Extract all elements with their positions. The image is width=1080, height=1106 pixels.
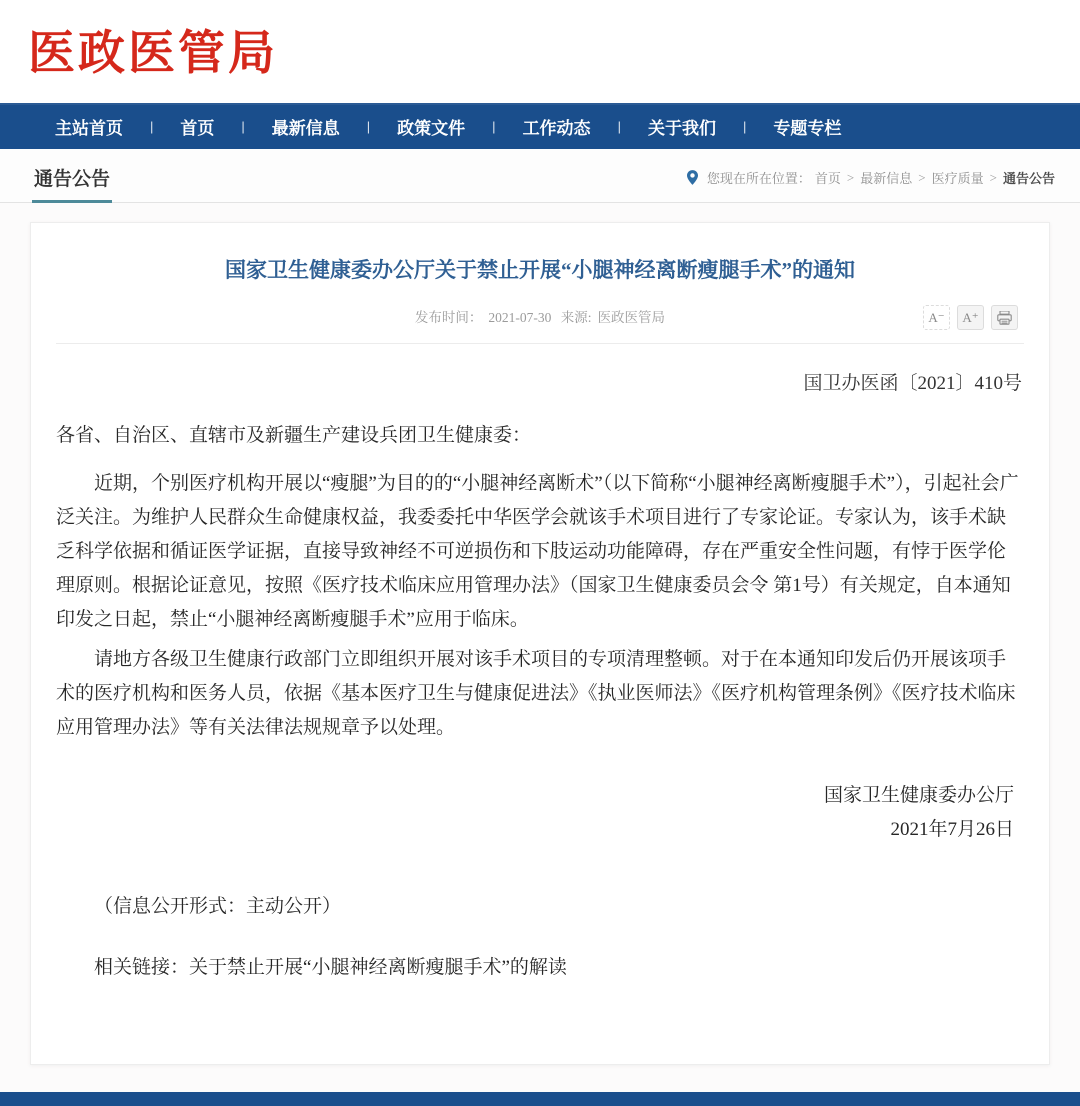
breadcrumb-latest-news[interactable]: 最新信息 <box>860 171 913 186</box>
body-paragraph: 请地方各级卫生健康行政部门立即组织开展对该手术项目的专项清理整顿。对于在本通知印发后仍开展该项手术的医疗机构和医务人员，依据《基本医疗卫生与健康促进法》《执业医师法》《医疗机构管理条例》《医疗技术临床应用管理办法》等有关法律法规规章予以处理。 <box>56 649 1016 738</box>
salutation: 各省、自治区、直辖市及新疆生产建设兵团卫生健康委： <box>56 425 532 446</box>
breadcrumb-separator: > <box>989 169 997 185</box>
nav-item-policy-documents[interactable]: 政策文件 <box>397 118 466 138</box>
section-strip <box>0 149 1080 203</box>
breadcrumb-separator: > <box>846 169 855 185</box>
related-link-interpretation[interactable]: 关于禁止开展“小腿神经离断瘦腿手术”的解读 <box>189 957 567 978</box>
signature-org: 国家卫生健康委办公厅 <box>823 785 1014 806</box>
nav-item-special-topics[interactable]: 专题专栏 <box>773 118 842 138</box>
nav-separator: | <box>150 118 154 134</box>
disclosure-note: （信息公开形式：主动公开） <box>94 896 342 917</box>
publish-date: 2021-07-30 <box>488 310 552 325</box>
breadcrumb-medical-quality[interactable]: 医疗质量 <box>931 171 984 186</box>
breadcrumb <box>687 168 1055 187</box>
body-paragraph: 近期，个别医疗机构开展以“瘦腿”为目的的“小腿神经离断术”（以下简称“小腿神经离断瘦腿手术”），引起社会广泛关注。为维护人民群众生命健康权益，我委委托中华医学会就该手术项目进行了专家论证。专家认为，该手术缺乏科学依据和循证医学证据，直接导致神经不可逆损伤和下肢运动功能障碍，存在严重安全性问题，有悖于医学伦理原则。根据论证意见，按照《医疗技术临床应用管理办法》（国家卫生健康委员会令 第1号）有关规定，自本通知印发之日起，禁止“小腿神经离断瘦腿手术”应用于临床。 <box>56 473 1019 630</box>
footer-bar <box>0 1092 1080 1106</box>
article-card <box>30 222 1050 1065</box>
nav-separator: | <box>492 118 496 134</box>
font-decrease-button[interactable]: A⁻ <box>923 305 950 330</box>
source-label: 来源: <box>560 310 592 325</box>
site-header <box>0 0 1080 103</box>
breadcrumb-separator: > <box>918 169 926 185</box>
source-value: 医政医管局 <box>597 310 666 325</box>
breadcrumb-home[interactable]: 首页 <box>814 171 841 186</box>
article-meta-row <box>56 303 1024 333</box>
site-logo[interactable]: 医政医管局 <box>28 26 278 81</box>
publish-time-label: 发布时间： <box>414 310 483 325</box>
font-increase-button[interactable]: A⁺ <box>957 305 984 330</box>
nav-separator: | <box>617 118 621 134</box>
breadcrumb-current: 通告公告 <box>1002 171 1055 186</box>
document-number: 国卫办医函〔2021〕410号 <box>803 373 1022 394</box>
location-pin-icon <box>687 170 698 185</box>
meta-divider <box>56 343 1024 344</box>
article-meta <box>56 303 1024 333</box>
breadcrumb-location-label: 您现在所在位置： <box>706 171 811 186</box>
nav-item-about-us[interactable]: 关于我们 <box>647 118 716 138</box>
article-title: 国家卫生健康委办公厅关于禁止开展“小腿神经离断瘦腿手术”的通知 <box>225 258 855 282</box>
nav-item-home[interactable]: 首页 <box>180 118 215 138</box>
print-button[interactable] <box>991 305 1018 330</box>
nav-item-main-home[interactable]: 主站首页 <box>55 118 123 138</box>
document-body <box>56 419 1024 745</box>
signature-block <box>56 779 1024 847</box>
nav-separator: | <box>241 118 245 134</box>
section-title: 通告公告 <box>32 164 112 203</box>
nav-item-work-updates[interactable]: 工作动态 <box>522 118 591 138</box>
article-tools <box>923 305 1018 330</box>
nav-item-latest-news[interactable]: 最新信息 <box>271 118 340 138</box>
related-links-row <box>56 952 1024 979</box>
signature-date: 2021年7月26日 <box>890 819 1014 840</box>
nav-separator: | <box>366 118 371 134</box>
main-nav <box>0 103 1080 149</box>
related-links-label: 相关链接： <box>94 957 190 978</box>
nav-separator: | <box>742 118 747 134</box>
printer-icon <box>997 311 1012 325</box>
